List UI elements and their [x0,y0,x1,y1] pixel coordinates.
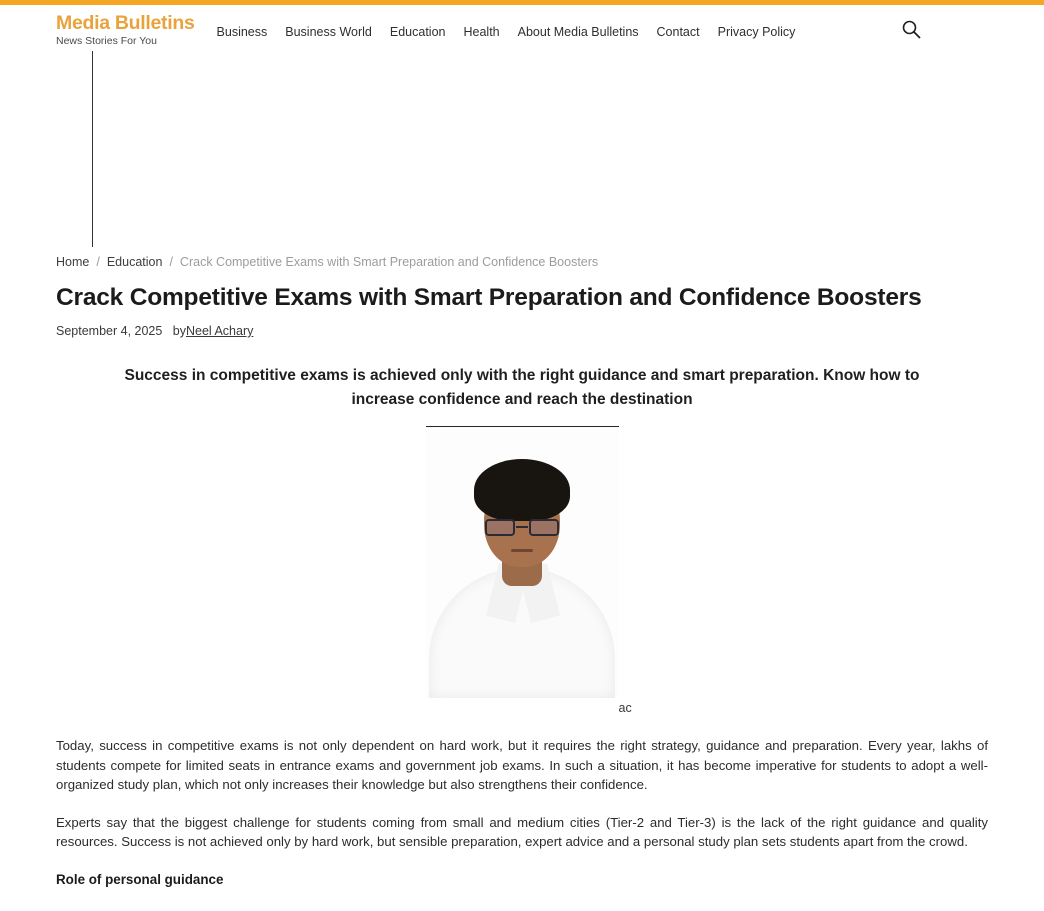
image-caption: ac [618,701,632,715]
author-link[interactable]: Neel Achary [185,324,254,338]
breadcrumb-home[interactable]: Home [56,255,90,269]
breadcrumb [56,247,988,269]
brand-tagline: News Stories For You [56,35,157,47]
paragraph-1: Today, success in competitive exams is not only dependent on hard work, but it requires the right strategy, guidance and preparation. Every year, lakhs of students compete for limited seats in entrance exams and government job exams. In such a situation, it has become imperative for students to adopt a well-organized study plan, which not only increases their knowledge but also strengthens their confidence. [56,738,988,792]
search-icon[interactable] [901,19,921,39]
nav-item-business-world[interactable]: Business World [285,25,372,39]
article-figure [426,426,632,715]
article-body [56,736,988,887]
article-meta [56,324,988,338]
article-lede: Success in competitive exams is achieved only with the right guidance and smart preparation. Know how to increase confidence and reach the destination [124,367,920,408]
author-portrait-image [426,426,619,698]
section-subheading: Role of personal guidance [56,871,224,887]
hero-placeholder [0,51,1044,247]
nav-item-business[interactable]: Business [216,25,268,39]
paragraph-2: Experts say that the biggest challenge for students coming from small and medium cities (Tier-2 and Tier-3) is the lack of the right guidance and quality resources. Success is not achieved only by hard work, but sensible preparation, expert advice and a personal study plan sets students apart from the crowd. [56,814,988,849]
breadcrumb-separator-1: / [96,255,100,269]
primary-nav [217,11,796,39]
site-brand[interactable] [56,11,195,48]
by-label: by [172,324,186,338]
page-title: Crack Competitive Exams with Smart Preparation and Confidence Boosters [56,284,922,311]
nav-item-health[interactable]: Health [463,25,500,39]
brand-title: Media Bulletins [56,12,195,34]
breadcrumb-current: Crack Competitive Exams with Smart Preparation and Confidence Boosters [179,255,599,269]
breadcrumb-category[interactable]: Education [106,255,163,269]
article-content [0,247,1044,887]
hero-vertical-rule [92,51,93,247]
nav-item-about[interactable]: About Media Bulletins [517,25,639,39]
nav-item-education[interactable]: Education [389,25,446,39]
site-header [0,5,1044,51]
nav-item-privacy-policy[interactable]: Privacy Policy [717,25,796,39]
breadcrumb-separator-2: / [169,255,173,269]
publish-date: September 4, 2025 [56,324,163,338]
nav-item-contact[interactable]: Contact [656,25,700,39]
